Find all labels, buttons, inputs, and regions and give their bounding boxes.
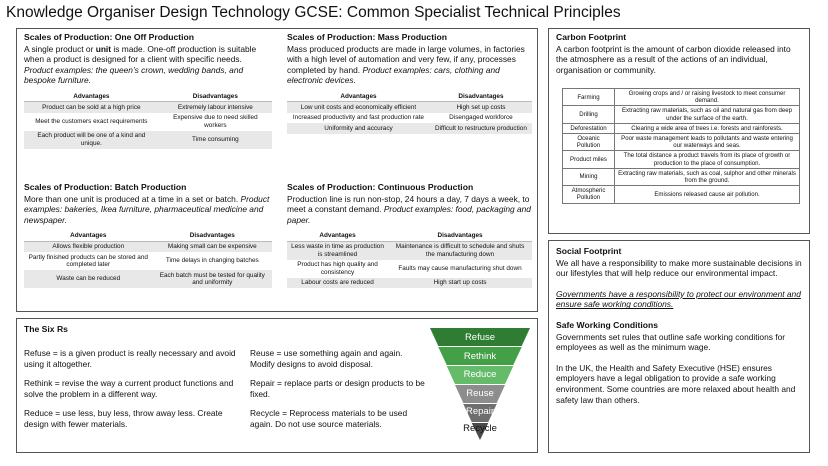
- carbon-section: [556, 32, 804, 75]
- six-rs-left: Refuse = is a given product is really necessary and avoid using it altogether. Rethink = revise the way a current product functions and solve the problem in a different way. Reduce = use less, buy less, throw away less. Create design with fewer materials.: [24, 348, 236, 429]
- carbon-heading: Carbon Footprint: [556, 32, 627, 42]
- page-title: Knowledge Organiser Design Technology GCSE: Common Specialist Technical Principles: [6, 4, 621, 21]
- hse-description: In the UK, the Health and Safety Executive (HSE) ensures employers have a legal obligation to provide a safe working environment. Some countries are more relaxed about health and safety law than others.: [556, 362, 796, 405]
- mass-table: Advantages Disadvantages Low unit costs and economically efficient High set up costs Increased productivity and fast production rate Disengaged workforce Uniformity and accuracy Difficult to restructure production: [287, 92, 532, 134]
- social-heading: Social Footprint: [556, 246, 622, 256]
- mass-description: Mass produced products are made in large volumes, in factories with a high level of automation and very few, if any, processes completed by hand. Product examples: cars, clothing and electronic devices.: [287, 43, 525, 86]
- six-rs-heading: The Six Rs: [24, 324, 68, 334]
- batch-description: More than one unit is produced at a time in a set or batch. Product examples: bakeries, Ikea furniture, pharmaceutical medicine and newspaper.: [24, 193, 270, 225]
- continuous-section: [287, 182, 532, 288]
- batch-section: [24, 182, 272, 288]
- continuous-heading: Scales of Production: Continuous Production: [287, 182, 474, 192]
- pyramid-reuse: Reuse: [466, 388, 494, 399]
- safe-working-heading: Safe Working Conditions: [556, 319, 659, 330]
- continuous-table: Advantages Disadvantages Less waste in time as production is streamlined Maintenance is difficult to schedule and shuts the manufacturing down Product has high quality and consistency Faults may cause manufacturing shut down Labour costs are reduced High start up costs: [287, 231, 532, 288]
- one-off-heading: Scales of Production: One Off Production: [24, 32, 194, 42]
- social-section: [556, 246, 804, 405]
- continuous-description: Production line is run non-stop, 24 hours a day, 7 days a week, to meet a constant demand. Product examples: food, packaging and paper.: [287, 193, 531, 225]
- government-responsibility: Governments have a responsibility to protect our environment and ensure safe working conditions.: [556, 288, 801, 310]
- pyramid-reduce: Reduce: [463, 369, 497, 380]
- mass-heading: Scales of Production: Mass Production: [287, 32, 447, 42]
- pyramid-recycle: Recycle: [463, 423, 497, 434]
- one-off-section: [24, 32, 272, 149]
- carbon-table: Farming Growing crops and / or raising livestock to meet consumer demand. Drilling Extracting raw materials, such as oil and natural gas from deep under the surface of the earth. Deforestation Clearing a wide area of trees i.e. forests and rainforests. Oceanic Pollution Poor waste management leads to pollutants and waste entering our waterways and seas. Product miles The total distance a product travels from its place of growth or production to the place of consumption. Mining Extracting raw materials, such as coal, sulphor and other minerals from the ground. Atmospheric Pollution Emissions released cause air pollution.: [562, 88, 800, 204]
- one-off-table: Advantages Disadvantages Product can be sold at a high price Extremely labour intensive Meet the customers exact requirements Expensive due to need skilled workers Each product will be one of a kind and unique. Time consuming: [24, 92, 272, 149]
- social-description: We all have a responsibility to make more sustainable decisions in our lifestyles that will help reduce our environmental impact.: [556, 257, 802, 279]
- one-off-description: A single product or unit is made. One-off production is suitable when a product is designed for a client with specific needs. Product examples: the queen’s crown, wedding bands, and bespoke furniture.: [24, 43, 257, 86]
- pyramid-repair: Repair: [466, 406, 494, 417]
- batch-table: Advantages Disadvantages Allows flexible production Making small can be expensive Partly finished products can be stored and completed later Time delays in changing batches Waste can be reduced Each batch must be tested for quality and uniformity: [24, 231, 272, 288]
- batch-heading: Scales of Production: Batch Production: [24, 182, 187, 192]
- pyramid-refuse: Refuse: [464, 332, 496, 343]
- mass-section: [287, 32, 532, 134]
- safe-working-description: Governments set rules that outline safe working conditions for employees as well as the minimum wage.: [556, 331, 786, 353]
- six-rs-right: Reuse = use something again and again. Modify designs to avoid disposal. Repair = replace parts or design products to be fixed. Recycle = Reprocess materials to be used again. Do not use source materials.: [250, 348, 425, 429]
- carbon-description: A carbon footprint is the amount of carbon dioxide released into the atmosphere as a result of the actions of an individual, organisation or community.: [556, 43, 791, 75]
- pyramid-rethink: Rethink: [463, 351, 497, 362]
